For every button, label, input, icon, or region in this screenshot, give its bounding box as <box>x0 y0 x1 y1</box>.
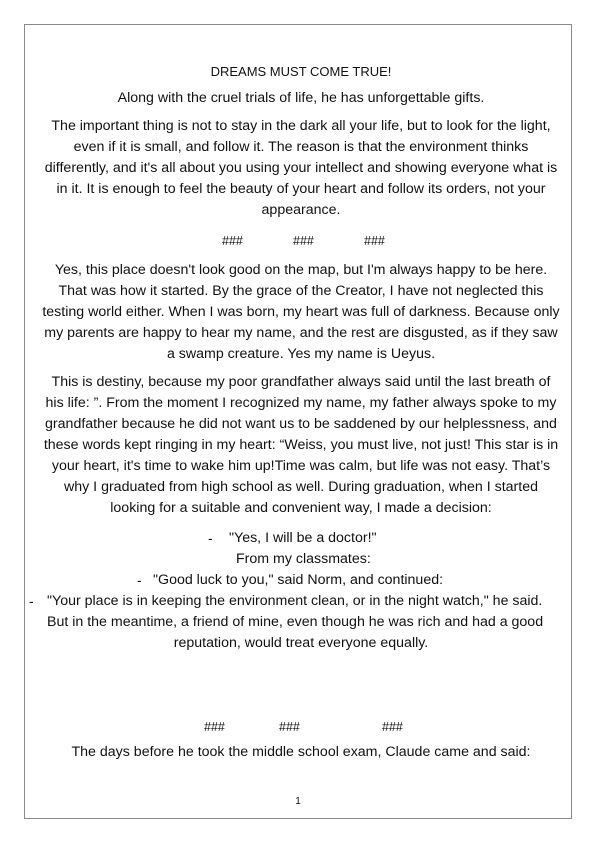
intro-line: Along with the cruel trials of life, he has unforgettable gifts. <box>117 90 485 106</box>
separator-mark: ### <box>279 720 300 734</box>
separator-mark: ### <box>293 234 314 248</box>
paragraph-line: appearance. <box>261 202 341 218</box>
paragraph-line: That was how it started. By the grace of the Creator, I have not neglected this <box>58 283 544 299</box>
paragraph-line: your heart, it's time to wake him up!Time was calm, but life was not easy. That’s <box>51 458 551 474</box>
paragraph-line: even if it is small, and follow it. The reason is that the environment thinks <box>73 139 529 155</box>
list-item: "Good luck to you," said Norm, and continued: <box>153 572 444 588</box>
separator-mark: ### <box>382 720 403 734</box>
list-item: "Your place is in keeping the environment clean, or in the night watch," he said. <box>47 593 543 609</box>
separator-mark: ### <box>204 720 225 734</box>
paragraph-line: these words kept ringing in my heart: “Weiss, you must live, not just! This star is in <box>43 437 559 453</box>
paragraph-line: his life: ”. From the moment I recognized my name, my father always spoke to my <box>45 395 557 411</box>
paragraph-line: differently, and it's all about you using your intellect and showing everyone what is <box>44 160 558 176</box>
list-bullet: - <box>137 572 142 588</box>
paragraph-line: testing world either. When I was born, my heart was full of darkness. Because only <box>42 304 560 320</box>
document-title: DREAMS MUST COME TRUE! <box>210 64 392 79</box>
list-bullet: - <box>29 593 34 609</box>
page-number: 1 <box>295 796 301 807</box>
paragraph-line: This is destiny, because my poor grandfather always said until the last breath of <box>51 374 551 390</box>
separator-mark: ### <box>364 234 385 248</box>
paragraph-line: in it. It is enough to feel the beauty of your heart and follow its orders, not your <box>56 181 546 197</box>
continuation-line: But in the meantime, a friend of mine, even though he was rich and had a good <box>47 614 544 630</box>
from-classmates-line: From my classmates: <box>236 551 371 567</box>
closing-line: The days before he took the middle school exam, Claude came and said: <box>71 744 531 760</box>
paragraph-line: why I graduated from high school as well. During graduation, when I started <box>64 479 538 495</box>
paragraph-line: my parents are happy to hear my name, and the rest are disgusted, as if they saw <box>44 325 558 341</box>
paragraph-line: a swamp creature. Yes my name is Ueyus. <box>166 346 436 362</box>
paragraph-line: looking for a suitable and convenient way, I made a decision: <box>110 500 492 516</box>
list-bullet: - <box>208 530 213 546</box>
continuation-line: reputation, would treat everyone equally. <box>173 635 429 651</box>
list-item: "Yes, I will be a doctor!" <box>229 530 377 546</box>
paragraph-line: Yes, this place doesn't look good on the map, but I'm always happy to be here. <box>54 262 548 278</box>
paragraph-line: grandfather because he did not want us to be saddened by our helplessness, and <box>45 416 557 432</box>
separator-mark: ### <box>222 234 243 248</box>
paragraph-line: The important thing is not to stay in the dark all your life, but to look for the light, <box>51 118 551 134</box>
